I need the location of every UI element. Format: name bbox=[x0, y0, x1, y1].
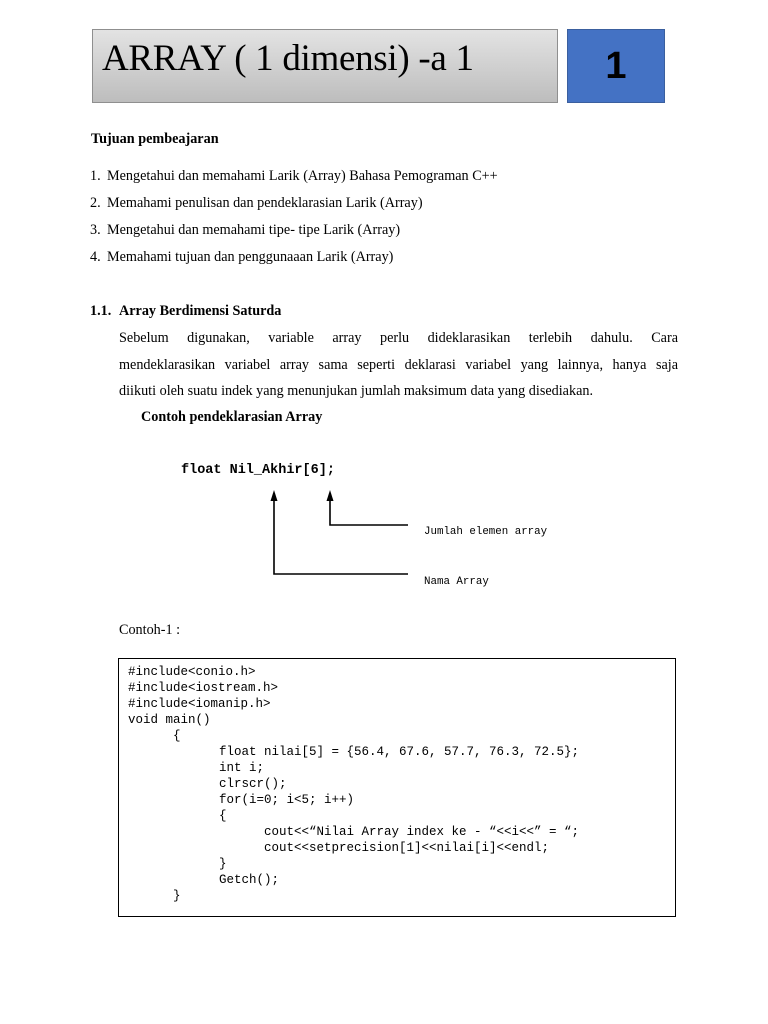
code-line: #include<iomanip.h> bbox=[128, 697, 271, 711]
arrow-array-name bbox=[271, 490, 409, 574]
paragraph-line: Sebelum digunakan, variable array perlu dideklarasikan terlebih dahulu. Cara bbox=[119, 330, 678, 346]
code-line: { bbox=[173, 729, 181, 743]
code-block bbox=[118, 658, 676, 917]
code-line: clrscr(); bbox=[219, 777, 287, 791]
arrow-element-count bbox=[327, 490, 409, 525]
objective-text: Memahami tujuan dan penggunaaan Larik (Array) bbox=[107, 249, 394, 265]
example-heading: Contoh pendeklarasian Array bbox=[141, 409, 323, 425]
objective-text: Mengetahui dan memahami Larik (Array) Bahasa Pemograman C++ bbox=[107, 168, 498, 184]
objective-number: 3. bbox=[90, 222, 101, 238]
code-line: void main() bbox=[128, 713, 211, 727]
objective-text: Mengetahui dan memahami tipe- tipe Larik (Array) bbox=[107, 222, 401, 238]
code-line: } bbox=[219, 857, 227, 871]
section-number: 1.1. bbox=[90, 303, 112, 319]
code-line: { bbox=[219, 809, 227, 823]
objective-number: 4. bbox=[90, 249, 101, 265]
label-element-count: Jumlah elemen array bbox=[424, 526, 548, 538]
code-line: float nilai[5] = {56.4, 67.6, 57.7, 76.3, 72.5}; bbox=[219, 745, 580, 759]
array-declaration: float Nil_Akhir[6]; bbox=[181, 463, 335, 478]
code-line: for(i=0; i<5; i++) bbox=[219, 793, 355, 807]
code-line: cout<<“Nilai Array index ke - “<<i<<” = “; bbox=[264, 825, 580, 839]
objectives-heading: Tujuan pembeajaran bbox=[91, 131, 219, 147]
code-line: cout<<setprecision[1]<<nilai[i]<<endl; bbox=[264, 841, 550, 855]
chapter-number: 1 bbox=[605, 44, 627, 87]
chapter-title: ARRAY ( 1 dimensi) -a 1 bbox=[102, 38, 474, 79]
paragraph-line: diikuti oleh suatu indek yang menunjukan jumlah maksimum data yang disediakan. bbox=[119, 383, 594, 399]
code-line: int i; bbox=[219, 761, 265, 775]
paragraph-line: mendeklarasikan variabel array sama seperti deklarasi variabel yang lainnya, hanya saja bbox=[119, 356, 678, 373]
label-array-name: Nama Array bbox=[424, 576, 489, 588]
code-line: #include<conio.h> bbox=[128, 665, 256, 679]
code-line: #include<iostream.h> bbox=[128, 681, 279, 695]
objective-text: Memahami penulisan dan pendeklarasian Larik (Array) bbox=[107, 195, 423, 211]
code-line: Getch(); bbox=[219, 873, 280, 887]
objective-number: 2. bbox=[90, 195, 101, 211]
code-line: } bbox=[173, 889, 181, 903]
objective-number: 1. bbox=[90, 168, 101, 184]
section-title: Array Berdimensi Saturda bbox=[119, 303, 282, 319]
example-label: Contoh-1 : bbox=[119, 622, 181, 638]
